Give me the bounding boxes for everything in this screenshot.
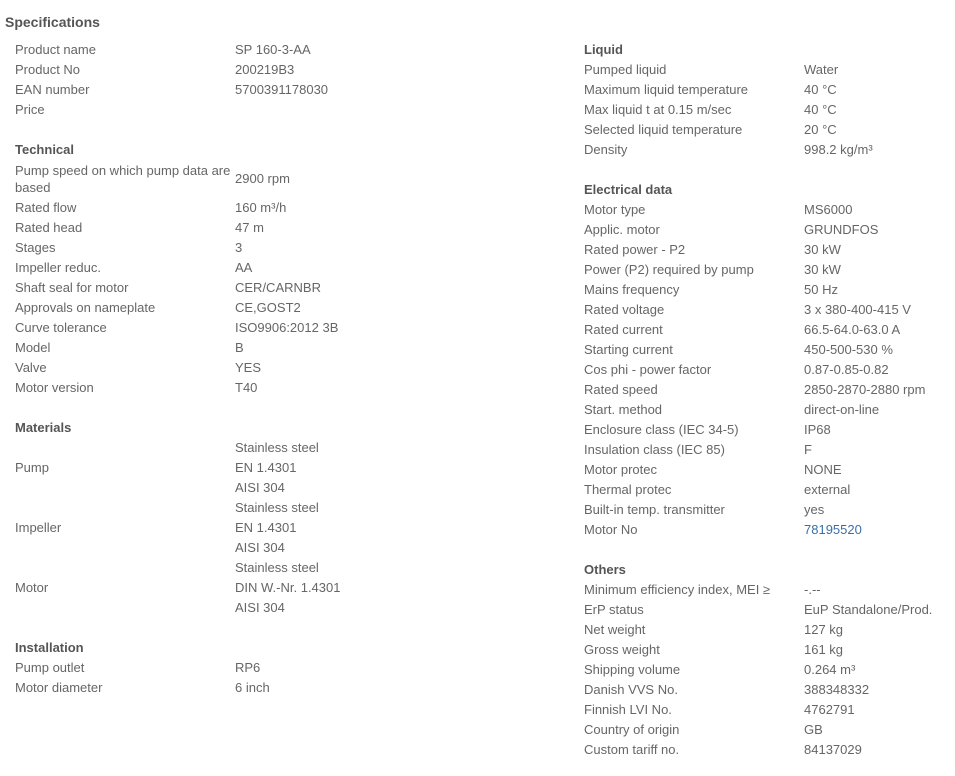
- spec-label: Maximum liquid temperature: [584, 82, 749, 97]
- spec-values: [804, 400, 954, 420]
- spec-values: [804, 600, 954, 620]
- spec-row-cos-phi-power-factor: [584, 360, 954, 380]
- spec-label: Approvals on nameplate: [15, 300, 156, 315]
- spec-value: 127 kg: [804, 622, 844, 637]
- spec-value: GRUNDFOS: [804, 222, 879, 237]
- spec-value: CE,GOST2: [235, 300, 301, 315]
- spec-value: Stainless steel: [235, 440, 319, 455]
- spec-label: Mains frequency: [584, 282, 680, 297]
- spec-label: Price: [15, 102, 45, 117]
- section-liquid: [584, 40, 954, 160]
- spec-label: Valve: [15, 360, 47, 375]
- spec-row-minimum-efficiency-index-mei: [584, 580, 954, 600]
- spec-value: CER/CARNBR: [235, 280, 321, 295]
- spec-values: [235, 438, 555, 498]
- spec-value: 200219B3: [235, 62, 295, 77]
- spec-row-pump-outlet: [15, 658, 555, 678]
- spec-label: Insulation class (IEC 85): [584, 442, 725, 457]
- spec-value: 0.264 m³: [804, 662, 856, 677]
- section-title: Others: [584, 562, 626, 577]
- spec-values: [804, 520, 954, 540]
- spec-row-valve: [15, 358, 555, 378]
- spec-values: [804, 140, 954, 160]
- spec-row-motor-protec: [584, 460, 954, 480]
- spec-row-mains-frequency: [584, 280, 954, 300]
- spec-value: B: [235, 340, 244, 355]
- right-column: [584, 40, 954, 760]
- section-title: Installation: [15, 640, 84, 655]
- spec-values: [804, 620, 954, 640]
- spec-value: NONE: [804, 462, 842, 477]
- spec-values: [235, 80, 555, 100]
- spec-value: 40 °C: [804, 82, 837, 97]
- spec-value: AISI 304: [235, 600, 285, 615]
- spec-value: Stainless steel: [235, 500, 319, 515]
- spec-values: [804, 120, 954, 140]
- spec-row-motor-diameter: [15, 678, 555, 698]
- spec-value: 2850-2870-2880 rpm: [804, 382, 926, 397]
- spec-value: F: [804, 442, 812, 457]
- spec-value: direct-on-line: [804, 402, 880, 417]
- spec-value: 998.2 kg/m³: [804, 142, 873, 157]
- spec-label: Minimum efficiency index, MEI ≥: [584, 582, 771, 597]
- spec-value: [235, 100, 555, 120]
- spec-row-finnish-lvi-no: [584, 700, 954, 720]
- spec-label: Start. method: [584, 402, 663, 417]
- spec-row-applic-motor: [584, 220, 954, 240]
- spec-label: Rated head: [15, 220, 83, 235]
- spec-row-gross-weight: [584, 640, 954, 660]
- spec-row-product-no: [15, 60, 555, 80]
- spec-values: [804, 340, 954, 360]
- spec-values: [804, 100, 954, 120]
- spec-row-thermal-protec: [584, 480, 954, 500]
- spec-value: Water: [804, 62, 839, 77]
- spec-values: [804, 220, 954, 240]
- spec-row-impeller: [15, 498, 555, 558]
- spec-value: 3 x 380-400-415 V: [804, 302, 911, 317]
- spec-values: [804, 200, 954, 220]
- spec-values: [235, 278, 555, 298]
- spec-label: Built-in temp. transmitter: [584, 502, 725, 517]
- spec-values: [804, 360, 954, 380]
- spec-values: [235, 298, 555, 318]
- spec-label: Power (P2) required by pump: [584, 262, 754, 277]
- spec-value: 30 kW: [804, 242, 841, 257]
- spec-row-built-in-temp-transmitter: [584, 500, 954, 520]
- spec-row-starting-current: [584, 340, 954, 360]
- spec-row-erp-status: [584, 600, 954, 620]
- spec-value: EuP Standalone/Prod.: [804, 602, 933, 617]
- spec-label: Starting current: [584, 342, 673, 357]
- spec-values: [804, 240, 954, 260]
- spec-values: [804, 420, 954, 440]
- spec-row-pumped-liquid: [584, 60, 954, 80]
- spec-value: RP6: [235, 660, 261, 675]
- spec-values: [235, 218, 555, 238]
- spec-value-link[interactable]: 78195520: [804, 522, 862, 537]
- spec-value: 388348332: [804, 682, 870, 697]
- spec-value: EN 1.4301: [235, 520, 297, 535]
- spec-label: Stages: [15, 240, 56, 255]
- spec-values: [804, 500, 954, 520]
- spec-values: [804, 720, 954, 740]
- spec-label: Motor: [15, 580, 49, 595]
- spec-label: Motor No: [584, 522, 638, 537]
- spec-label: Rated voltage: [584, 302, 665, 317]
- spec-value: 3: [235, 240, 243, 255]
- section-others: [584, 560, 954, 760]
- spec-value: EN 1.4301: [235, 460, 297, 475]
- spec-label: Impeller reduc.: [15, 260, 101, 275]
- spec-row-pump: [15, 438, 555, 498]
- spec-label: Product name: [15, 42, 96, 57]
- spec-label: Motor type: [584, 202, 646, 217]
- spec-values: [235, 678, 555, 698]
- spec-label: Density: [584, 142, 628, 157]
- spec-values: [235, 100, 555, 120]
- spec-label: Country of origin: [584, 722, 680, 737]
- spec-row-price: [15, 100, 555, 120]
- page-title: Specifications: [5, 14, 100, 30]
- spec-row-max-liquid-t-at-0-15-m-sec: [584, 100, 954, 120]
- spec-label: Pump speed on which pump data are based: [15, 163, 231, 195]
- spec-label: Rated flow: [15, 200, 77, 215]
- spec-label: Rated current: [584, 322, 663, 337]
- spec-row-pump-speed-on-which-pump-data-are-based: [15, 160, 555, 198]
- spec-row-maximum-liquid-temperature: [584, 80, 954, 100]
- spec-row-motor-no: [584, 520, 954, 540]
- spec-values: [235, 318, 555, 338]
- spec-row-shaft-seal-for-motor: [15, 278, 555, 298]
- spec-label: Motor protec: [584, 462, 657, 477]
- spec-values: [804, 80, 954, 100]
- spec-value: -.--: [804, 582, 821, 597]
- spec-values: [235, 558, 555, 618]
- spec-row-density: [584, 140, 954, 160]
- spec-label: Cos phi - power factor: [584, 362, 712, 377]
- spec-values: [804, 60, 954, 80]
- spec-label: Motor diameter: [15, 680, 103, 695]
- spec-label: Max liquid t at 0.15 m/sec: [584, 102, 732, 117]
- spec-values: [235, 378, 555, 398]
- spec-value: 5700391178030: [235, 82, 329, 97]
- spec-values: [804, 480, 954, 500]
- spec-row-motor-type: [584, 200, 954, 220]
- spec-row-enclosure-class-iec-34-5: [584, 420, 954, 440]
- spec-value: 160 m³/h: [235, 200, 287, 215]
- spec-row-motor-version: [15, 378, 555, 398]
- spec-value: 6 inch: [235, 680, 270, 695]
- spec-values: [804, 660, 954, 680]
- spec-value: SP 160-3-AA: [235, 42, 311, 57]
- spec-value: 50 Hz: [804, 282, 838, 297]
- spec-label: Enclosure class (IEC 34-5): [584, 422, 739, 437]
- spec-values: [804, 680, 954, 700]
- spec-row-model: [15, 338, 555, 358]
- spec-value: 47 m: [235, 220, 264, 235]
- spec-label: EAN number: [15, 82, 90, 97]
- spec-values: [804, 260, 954, 280]
- spec-label: Pump: [15, 460, 49, 475]
- spec-row-rated-flow: [15, 198, 555, 218]
- spec-row-power-p2-required-by-pump: [584, 260, 954, 280]
- spec-row-custom-tariff-no: [584, 740, 954, 760]
- spec-values: [235, 169, 555, 189]
- spec-label: Motor version: [15, 380, 94, 395]
- spec-values: [235, 358, 555, 378]
- spec-value: 2900 rpm: [235, 171, 290, 186]
- spec-value: 84137029: [804, 742, 862, 757]
- spec-values: [235, 40, 555, 60]
- spec-label: Model: [15, 340, 51, 355]
- spec-values: [804, 300, 954, 320]
- spec-row-rated-head: [15, 218, 555, 238]
- spec-row-rated-power-p2: [584, 240, 954, 260]
- spec-label: Product No: [15, 62, 81, 77]
- spec-row-rated-speed: [584, 380, 954, 400]
- spec-value: 66.5-64.0-63.0 A: [804, 322, 901, 337]
- spec-label: Rated power - P2: [584, 242, 686, 257]
- spec-value: Stainless steel: [235, 560, 319, 575]
- spec-label: Selected liquid temperature: [584, 122, 743, 137]
- spec-value: IP68: [804, 422, 831, 437]
- spec-value: 40 °C: [804, 102, 837, 117]
- spec-value: 0.87-0.85-0.82: [804, 362, 889, 377]
- spec-row-rated-voltage: [584, 300, 954, 320]
- section-electrical-data: [584, 180, 954, 540]
- spec-row-rated-current: [584, 320, 954, 340]
- spec-row-insulation-class-iec-85: [584, 440, 954, 460]
- spec-values: [804, 280, 954, 300]
- spec-row-net-weight: [584, 620, 954, 640]
- spec-values: [235, 60, 555, 80]
- spec-value: 161 kg: [804, 642, 844, 657]
- spec-label: ErP status: [584, 602, 644, 617]
- spec-value: YES: [235, 360, 262, 375]
- left-column: [15, 40, 555, 698]
- spec-values: [235, 338, 555, 358]
- spec-value: external: [804, 482, 851, 497]
- spec-label: Shaft seal for motor: [15, 280, 129, 295]
- spec-values: [804, 580, 954, 600]
- spec-row-approvals-on-nameplate: [15, 298, 555, 318]
- spec-row-product-name: [15, 40, 555, 60]
- spec-label: Gross weight: [584, 642, 660, 657]
- spec-values: [804, 460, 954, 480]
- spec-values: [235, 238, 555, 258]
- spec-row-motor: [15, 558, 555, 618]
- spec-value: AA: [235, 260, 253, 275]
- spec-values: [804, 740, 954, 760]
- section-installation: [15, 638, 555, 698]
- spec-value: yes: [804, 502, 825, 517]
- spec-values: [804, 440, 954, 460]
- spec-row-curve-tolerance: [15, 318, 555, 338]
- spec-row-selected-liquid-temperature: [584, 120, 954, 140]
- section-title: Technical: [15, 142, 75, 157]
- section-technical: [15, 140, 555, 398]
- spec-value: ISO9906:2012 3B: [235, 320, 339, 335]
- spec-value: 450-500-530 %: [804, 342, 893, 357]
- spec-row-danish-vvs-no: [584, 680, 954, 700]
- spec-values: [235, 258, 555, 278]
- spec-label: Danish VVS No.: [584, 682, 678, 697]
- spec-values: [804, 700, 954, 720]
- spec-values: [235, 198, 555, 218]
- spec-label: Shipping volume: [584, 662, 681, 677]
- spec-row-country-of-origin: [584, 720, 954, 740]
- spec-label: Pumped liquid: [584, 62, 667, 77]
- spec-label: Applic. motor: [584, 222, 660, 237]
- spec-row-impeller-reduc: [15, 258, 555, 278]
- section-title: Materials: [15, 420, 72, 435]
- spec-row-shipping-volume: [584, 660, 954, 680]
- spec-values: [804, 380, 954, 400]
- spec-row-ean-number: [15, 80, 555, 100]
- spec-label: Curve tolerance: [15, 320, 107, 335]
- spec-value: T40: [235, 380, 258, 395]
- section-general: [15, 40, 555, 120]
- spec-value: AISI 304: [235, 540, 285, 555]
- spec-label: Finnish LVI No.: [584, 702, 672, 717]
- spec-label: Net weight: [584, 622, 646, 637]
- spec-value: 20 °C: [804, 122, 837, 137]
- section-title: Electrical data: [584, 182, 673, 197]
- spec-value: AISI 304: [235, 480, 285, 495]
- spec-values: [235, 498, 555, 558]
- spec-label: Rated speed: [584, 382, 658, 397]
- spec-label: Custom tariff no.: [584, 742, 680, 757]
- spec-values: [235, 658, 555, 678]
- spec-label: Impeller: [15, 520, 62, 535]
- spec-row-start-method: [584, 400, 954, 420]
- spec-label: Pump outlet: [15, 660, 85, 675]
- spec-value: GB: [804, 722, 823, 737]
- section-title: Liquid: [584, 42, 623, 57]
- section-materials: [15, 418, 555, 618]
- spec-value: DIN W.-Nr. 1.4301: [235, 580, 341, 595]
- spec-label: Thermal protec: [584, 482, 672, 497]
- spec-row-stages: [15, 238, 555, 258]
- spec-value: MS6000: [804, 202, 853, 217]
- spec-values: [804, 640, 954, 660]
- spec-values: [804, 320, 954, 340]
- spec-value: 4762791: [804, 702, 855, 717]
- spec-value: 30 kW: [804, 262, 841, 277]
